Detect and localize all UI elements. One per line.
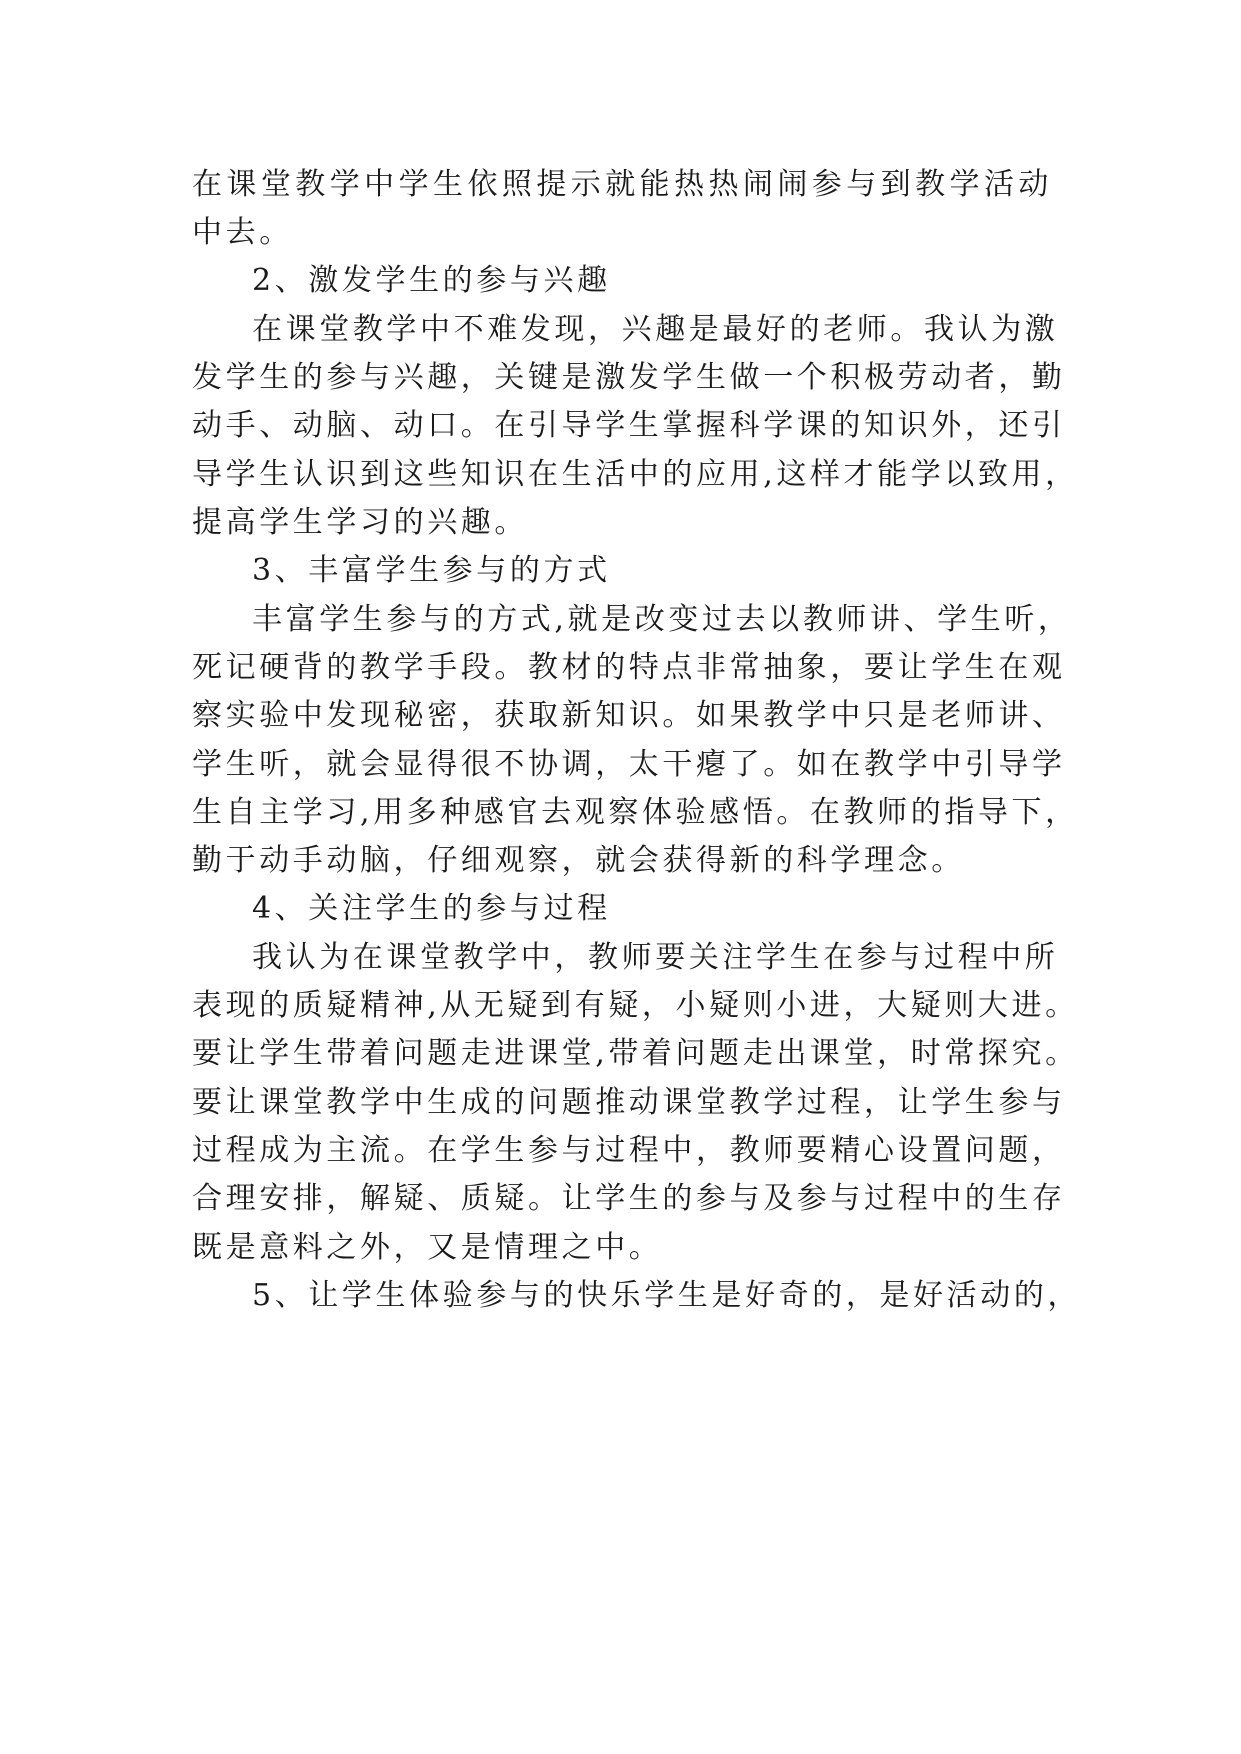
paragraph-line: 在课堂教学中不难发现，兴趣是最好的老师。我认为激	[252, 312, 1059, 347]
section-heading: 5、让学生体验参与的快乐学生是好奇的，是好活动的，	[252, 1278, 1082, 1313]
paragraph-line: 学生听，就会显得很不协调，太干瘪了。如在教学中引导学	[192, 747, 1066, 782]
paragraph-line: 合理安排，解疑、质疑。让学生的参与及参与过程中的生存	[192, 1181, 1066, 1216]
paragraph-line: 提高学生学习的兴趣。	[192, 505, 528, 540]
paragraph-line: 察实验中发现秘密，获取新知识。如果教学中只是老师讲、	[192, 698, 1066, 733]
paragraph-line: 既是意料之外，又是情理之中。	[192, 1230, 663, 1265]
paragraph-line: 中去。	[192, 215, 293, 250]
paragraph-line: 我认为在课堂教学中，教师要关注学生在参与过程中所	[252, 940, 1059, 975]
section-heading: 4、关注学生的参与过程	[252, 891, 611, 926]
paragraph-line: 表现的质疑精神,从无疑到有疑，小疑则小进，大疑则大进。	[192, 988, 1079, 1023]
paragraph-line: 死记硬背的教学手段。教材的特点非常抽象，要让学生在观	[192, 650, 1066, 685]
section-heading: 2、激发学生的参与兴趣	[252, 263, 611, 298]
paragraph-line: 过程成为主流。在学生参与过程中，教师要精心设置问题，	[192, 1133, 1066, 1168]
paragraph-line: 勤于动手动脑，仔细观察，就会获得新的科学理念。	[192, 843, 965, 878]
paragraph-line: 动手、动脑、动口。在引导学生掌握科学课的知识外，还引	[192, 408, 1066, 443]
paragraph-line: 发学生的参与兴趣，关键是激发学生做一个积极劳动者，勤	[192, 360, 1066, 395]
paragraph-line: 要让学生带着问题走进课堂,带着问题走出课堂，时常探究。	[192, 1036, 1079, 1071]
paragraph-line: 导学生认识到这些知识在生活中的应用,这样才能学以致用，	[192, 457, 1079, 492]
section-heading: 3、丰富学生参与的方式	[252, 553, 611, 588]
paragraph-line: 要让课堂教学中生成的问题推动课堂教学过程，让学生参与	[192, 1085, 1066, 1120]
paragraph-line: 丰富学生参与的方式,就是改变过去以教师讲、学生听，	[252, 602, 1072, 637]
paragraph-line: 生自主学习,用多种感官去观察体验感悟。在教师的指导下，	[192, 795, 1079, 830]
paragraph-line: 在课堂教学中学生依照提示就能热热闹闹参与到教学活动	[192, 167, 1052, 202]
